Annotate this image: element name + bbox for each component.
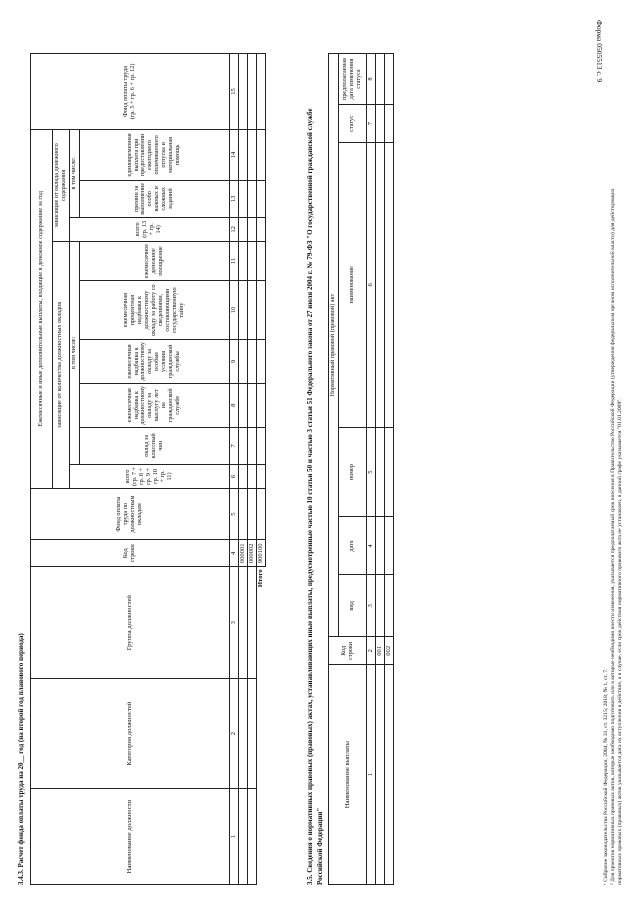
- hdr-total-b: [69, 217, 229, 241]
- cell-input[interactable]: [376, 665, 385, 885]
- cell-input[interactable]: [247, 281, 256, 340]
- cell-input[interactable]: [238, 54, 247, 130]
- cell-input[interactable]: [247, 340, 256, 384]
- cell-input[interactable]: [376, 105, 385, 143]
- hdr-status-change-date: предполагаемая дата изменения статуса: [339, 54, 367, 105]
- footnote-2-continued: нормативных правовых (правовых) актов указывается дата их вступления в действие, а в случае, если срок действия нормативного правового акта не установлен, в данной графе указывается "01.01.2009".: [616, 398, 623, 885]
- hdr-total-a: [69, 464, 229, 488]
- cell-input[interactable]: [256, 217, 265, 241]
- hdr-incl-a: в том числе:: [69, 241, 79, 464]
- hdr-line-code: Код строки: [31, 540, 230, 567]
- cell-input[interactable]: [247, 679, 256, 789]
- hdr-total-b-formula: (гр. 13 + гр. 14): [141, 220, 163, 238]
- footnotes: [603, 35, 624, 885]
- cell-input[interactable]: [238, 679, 247, 789]
- hdr-col7: оклад за классный чин: [79, 427, 229, 464]
- col-num-2: 2: [229, 679, 238, 789]
- row-code: 002: [385, 637, 394, 665]
- cell-input[interactable]: [247, 129, 256, 180]
- col-num-8: 8: [367, 54, 376, 105]
- cell-input[interactable]: [247, 383, 256, 427]
- cell-input[interactable]: [385, 427, 394, 517]
- row-code: 000001: [238, 540, 247, 567]
- row-code: 000002: [247, 540, 256, 567]
- col-num-9: 9: [229, 340, 238, 384]
- cell-input[interactable]: [256, 241, 265, 280]
- cell-input[interactable]: [385, 575, 394, 637]
- hdr-fund-salary: Фонд оплаты труда по должностным окладам: [31, 488, 230, 539]
- total-code: 900100: [256, 540, 265, 567]
- table-row: [238, 54, 247, 885]
- cell-input[interactable]: [385, 105, 394, 143]
- legal-acts-table: [328, 53, 394, 885]
- col-num-10: 10: [229, 281, 238, 340]
- hdr-dep-salaries: зависящие от количества должностных окладов: [53, 241, 70, 488]
- col-num-4: 4: [229, 540, 238, 567]
- col-num-7: 7: [229, 427, 238, 464]
- cell-input[interactable]: [376, 427, 385, 517]
- table-row: [376, 54, 385, 885]
- cell-input[interactable]: [238, 340, 247, 384]
- hdr-line-code-2: Код строки: [329, 637, 367, 665]
- cell-input[interactable]: [256, 281, 265, 340]
- cell-input[interactable]: [256, 340, 265, 384]
- cell-input[interactable]: [238, 180, 247, 217]
- hdr-dep-salary-content: зависящие от оклада денежного содержания: [53, 129, 70, 241]
- col-num-12: 12: [229, 217, 238, 241]
- cell-input[interactable]: [256, 464, 265, 488]
- cell-input[interactable]: [247, 180, 256, 217]
- hdr-col13: премии за выполнение особо важных и сложных заданий: [79, 180, 229, 217]
- hdr-name: наименование: [339, 143, 367, 428]
- col-num-8: 8: [229, 383, 238, 427]
- footnote-2: ² Для проектов нормативных правовых актов, которые необходимо подготовить или в которые необходимо внести изменения, указывается предполагаемый срок внесения в Правительство Российской Федерации (утверждения федеральным органом исполнительной власти) для действующих: [609, 188, 616, 885]
- cell-input[interactable]: [256, 54, 265, 130]
- rotated-page-content: [18, 35, 623, 885]
- cell-input[interactable]: [376, 54, 385, 105]
- cell-input[interactable]: [238, 281, 247, 340]
- cell-input[interactable]: [247, 789, 256, 885]
- hdr-fund-total-formula: (гр. 5 + гр. 6 + гр. 12): [128, 63, 136, 120]
- cell-input[interactable]: [247, 217, 256, 241]
- hdr-col8: ежемесячная надбавка к должностному окладу за выслугу лет на гражданской службе: [79, 383, 229, 427]
- hdr-monthly-payments: Ежемесячные и иные дополнительные выплаты, входящие в денежное содержание за год: [31, 129, 53, 488]
- cell-input[interactable]: [238, 383, 247, 427]
- cell-input[interactable]: [376, 575, 385, 637]
- cell-input[interactable]: [238, 427, 247, 464]
- hdr-incl-b: в том числе:: [69, 129, 79, 217]
- cell-input[interactable]: [247, 488, 256, 539]
- cell-input[interactable]: [256, 383, 265, 427]
- cell-input[interactable]: [385, 517, 394, 575]
- row-code: 001: [376, 637, 385, 665]
- cell-input[interactable]: [238, 488, 247, 539]
- cell-input[interactable]: [238, 217, 247, 241]
- hdr-act: Нормативный правовой (правовой) акт: [329, 54, 339, 637]
- section-3-5-title-line2: Российской Федерации": [316, 807, 324, 885]
- total-row: [256, 54, 265, 885]
- col-num-11: 11: [229, 241, 238, 280]
- col-num-6: 6: [367, 143, 376, 428]
- section-3-5-title: 3.5. Сведения о нормативных правовых (правовых) актах, устанавливающих иные выплаты, предусмотренные частью 10 статьи 50 и частью 3 статьи 51 Федерального закона от 27 июля 2004 г. № 79-ФЗ "О государственной гражданской службе: [306, 108, 314, 885]
- section-3-4-3-title: 3.4.3. Расчет фонда оплаты труда на 20__ год (на второй год планового периода): [17, 633, 25, 885]
- cell-input[interactable]: [256, 180, 265, 217]
- hdr-position-name: Наименование должности: [31, 789, 230, 885]
- hdr-total-a-label: всего: [124, 469, 132, 484]
- cell-input[interactable]: [256, 129, 265, 180]
- cell-input[interactable]: [247, 54, 256, 130]
- hdr-type: вид: [339, 575, 367, 637]
- cell-input[interactable]: [238, 129, 247, 180]
- col-num-5: 5: [367, 427, 376, 517]
- cell-input[interactable]: [238, 464, 247, 488]
- col-num-3: 3: [367, 575, 376, 637]
- footnote-1: ¹ Собрание законодательства Российской Федерации, 2004, № 31, ст. 3215; 2018, № 1, ст. 7.: [603, 668, 609, 885]
- cell-input[interactable]: [247, 464, 256, 488]
- cell-input[interactable]: [376, 517, 385, 575]
- col-num-6: 6: [229, 464, 238, 488]
- hdr-col10: ежемесячная процентная надбавка к должностному окладу за работу со сведениями, составляющими государственную тайну: [79, 281, 229, 340]
- col-num-2: 2: [367, 637, 376, 665]
- cell-input[interactable]: [238, 241, 247, 280]
- table-row: [385, 54, 394, 885]
- hdr-total-a-formula: (гр. 7 + гр. 8 + гр. 9 + гр. 10 + гр. 11): [131, 466, 173, 486]
- col-num-15: 15: [229, 54, 238, 130]
- cell-input[interactable]: [256, 427, 265, 464]
- hdr-col11: ежемесячное денежное поощрение: [79, 241, 229, 280]
- col-num-5: 5: [229, 488, 238, 539]
- col-num-14: 14: [229, 129, 238, 180]
- form-id: Форма 0505513 с. 9: [595, 20, 604, 83]
- hdr-date: дата: [339, 517, 367, 575]
- hdr-status: статус: [339, 105, 367, 143]
- col-num-1: 1: [367, 665, 376, 885]
- cell-input[interactable]: [238, 789, 247, 885]
- cell-input[interactable]: [238, 567, 247, 679]
- cell-input[interactable]: [247, 567, 256, 679]
- hdr-position-category: Категория должностей: [31, 679, 230, 789]
- hdr-col9: ежемесячная надбавка к должностному окладу за особые условия гражданской службы: [79, 340, 229, 384]
- table-row: [247, 54, 256, 885]
- col-num-1: 1: [229, 789, 238, 885]
- cell-input[interactable]: [385, 143, 394, 428]
- fund-calculation-table: [30, 53, 266, 885]
- total-label: Итого: [257, 569, 265, 588]
- cell-input[interactable]: [247, 427, 256, 464]
- cell-input[interactable]: [376, 143, 385, 428]
- hdr-col14: единовременная выплата при предоставлении ежегодного оплачиваемого отпуска и материальная помощь: [79, 129, 229, 180]
- hdr-number: номер: [339, 427, 367, 517]
- cell-input[interactable]: [256, 488, 265, 539]
- col-num-3: 3: [229, 567, 238, 679]
- cell-input[interactable]: [385, 665, 394, 885]
- hdr-position-group: Группа должностей: [31, 567, 230, 679]
- col-num-4: 4: [367, 517, 376, 575]
- col-num-7: 7: [367, 105, 376, 143]
- hdr-fund-total: [31, 54, 230, 130]
- cell-input[interactable]: [247, 241, 256, 280]
- hdr-total-b-label: всего: [134, 222, 142, 237]
- hdr-fund-total-label: Фонд оплаты труда: [121, 66, 129, 117]
- col-num-13: 13: [229, 180, 238, 217]
- cell-input[interactable]: [385, 54, 394, 105]
- hdr-payment-name: Наименование выплаты: [329, 665, 367, 885]
